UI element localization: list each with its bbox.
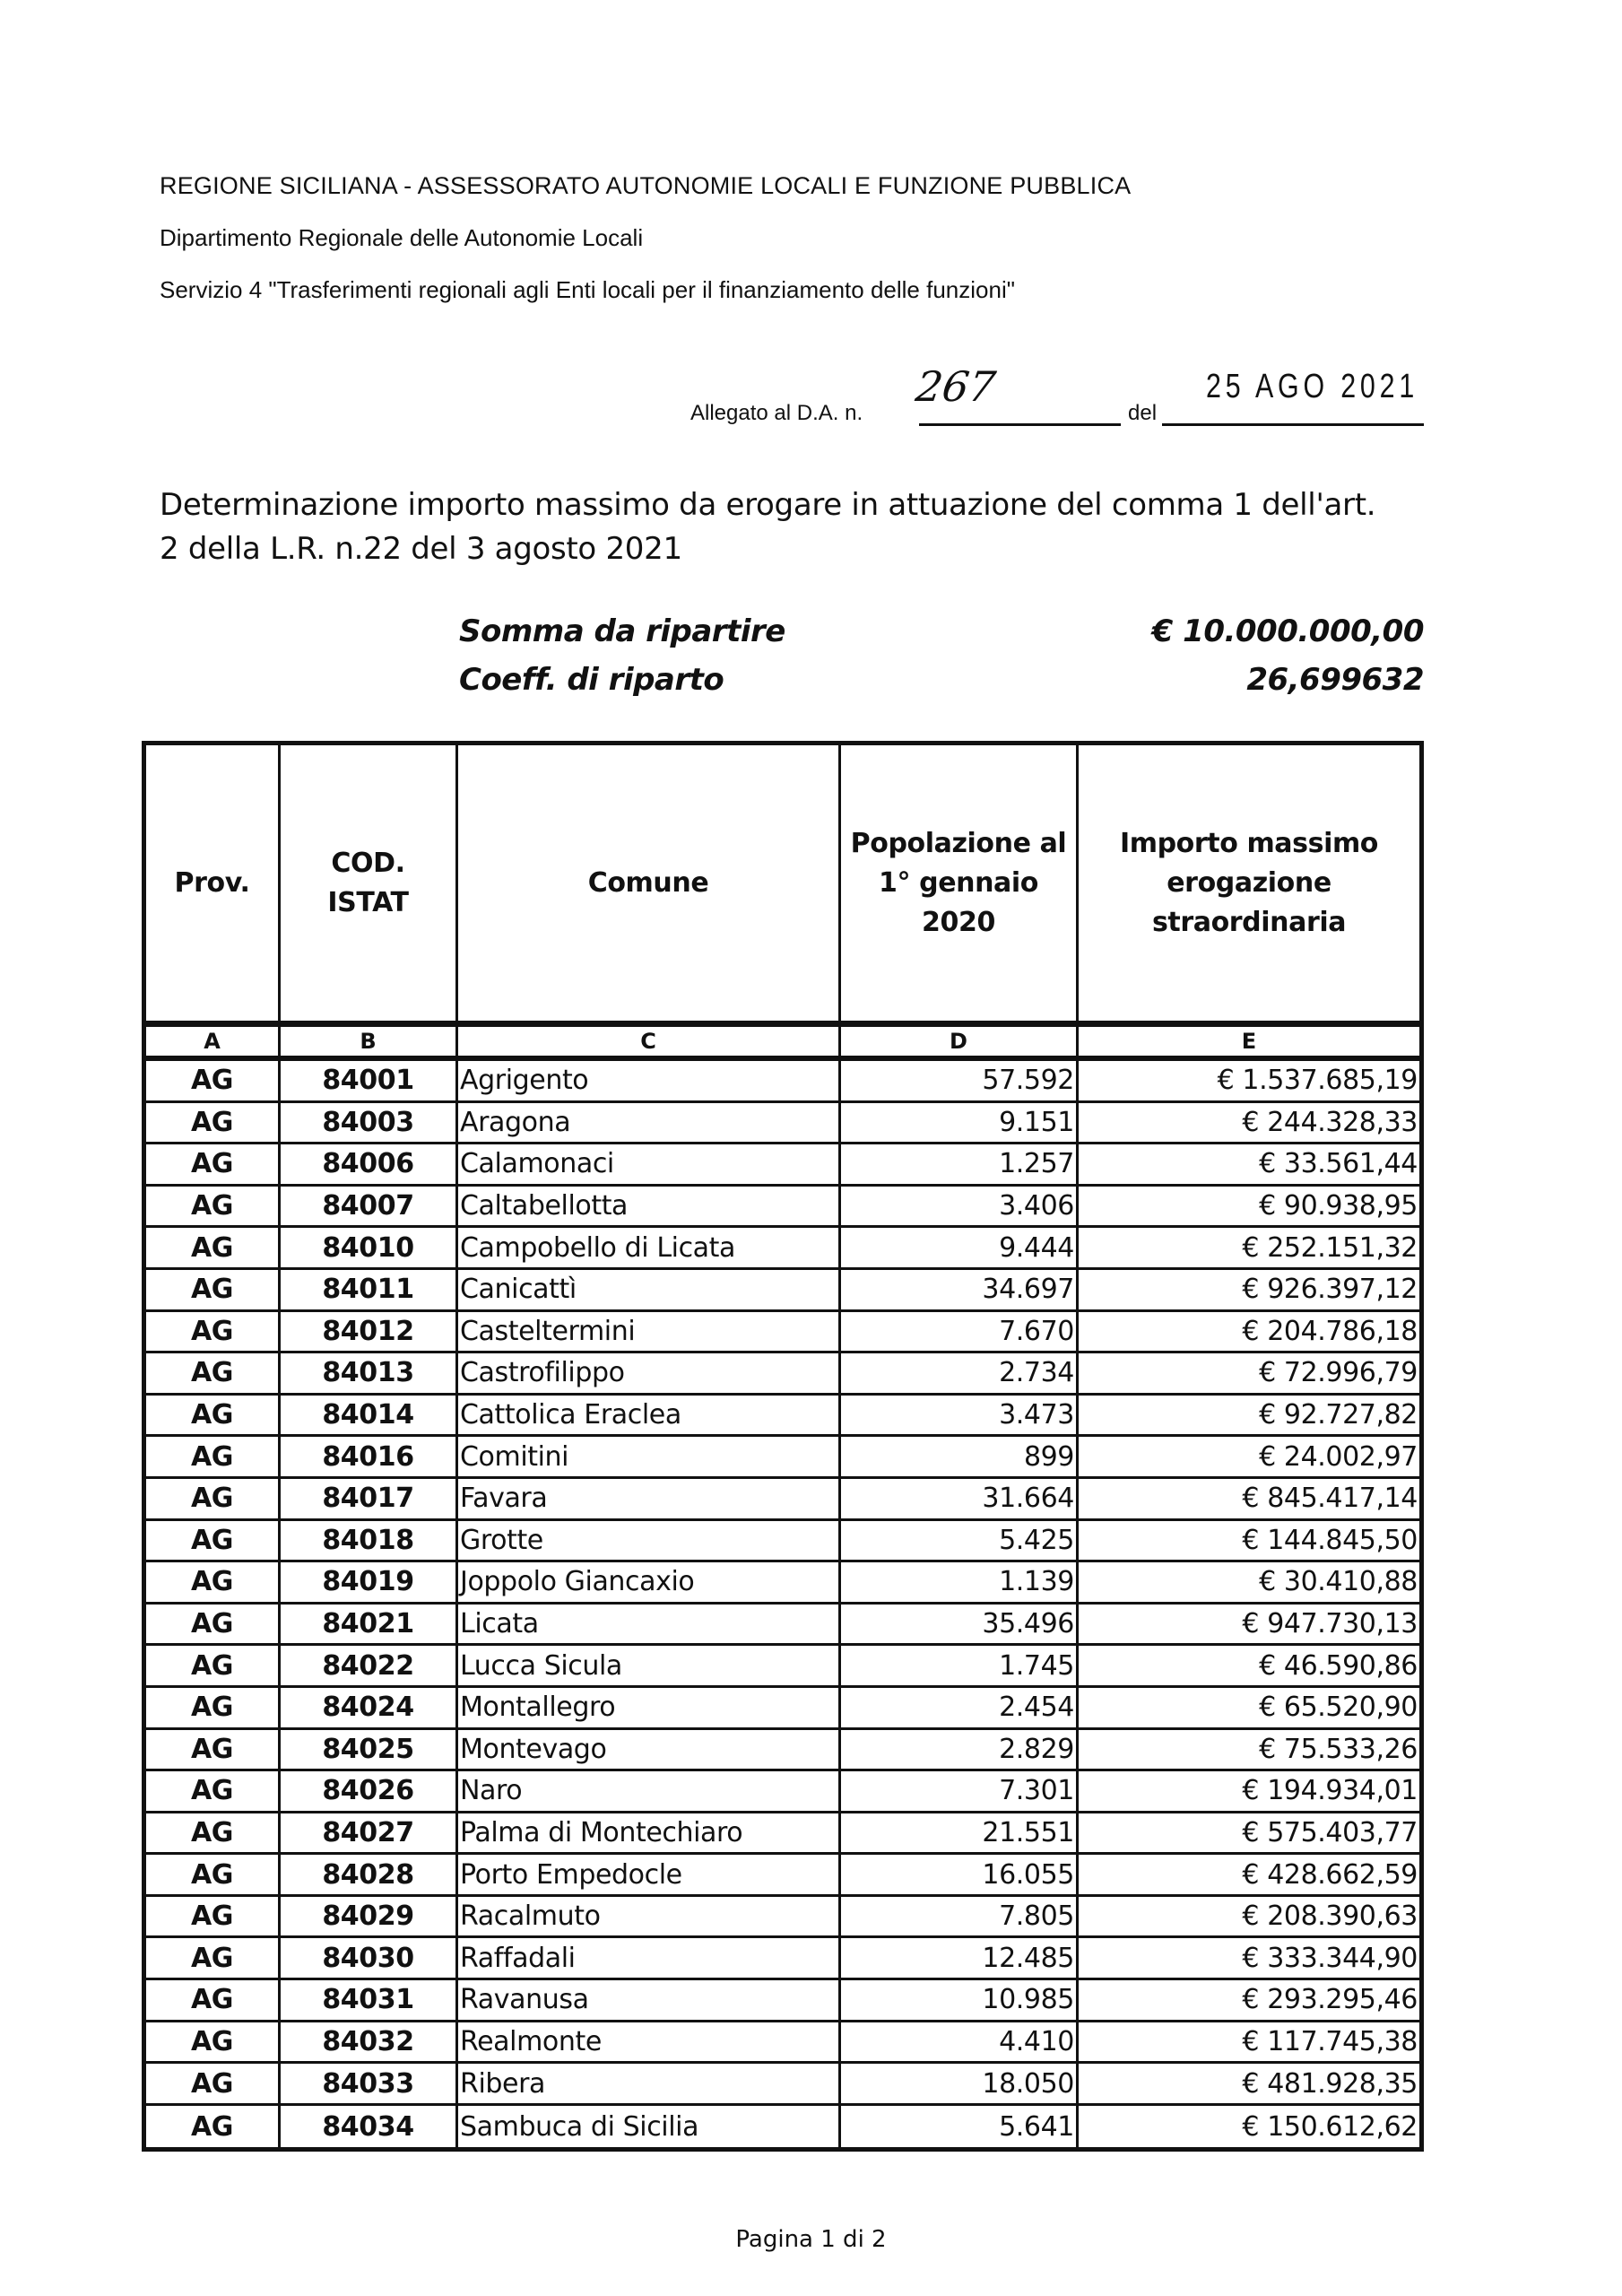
cell-prov: AG xyxy=(146,1688,281,1727)
cell-popolazione: 5.425 xyxy=(841,1521,1079,1561)
cell-importo: € 926.397,12 xyxy=(1242,1274,1418,1306)
cell-comune: Realmonte xyxy=(458,2022,841,2062)
cell-cod-istat: 84030 xyxy=(281,1938,458,1978)
cell-comune: Castrofilippo xyxy=(458,1353,841,1393)
cell-importo: € 24.002,97 xyxy=(1259,1440,1418,1473)
cell-cod-istat: 84011 xyxy=(281,1270,458,1309)
cell-prov: AG xyxy=(146,1144,281,1184)
somma-label: Somma da ripartire xyxy=(459,613,785,649)
header-service: Servizio 4 "Trasferimenti regionali agli Enti locali per il finanziamento delle funzioni" xyxy=(160,276,1015,303)
page-number: Pagina 1 di 2 xyxy=(735,2226,887,2253)
cell-cod-istat: 84001 xyxy=(281,1061,458,1100)
cell-importo: € 252.151,32 xyxy=(1242,1231,1418,1264)
cell-comune: Casteltermini xyxy=(458,1312,841,1352)
cell-cod-istat: 84031 xyxy=(281,1980,458,2020)
allegato-del-label: del xyxy=(1128,401,1158,425)
table-row xyxy=(146,1103,1419,1145)
cell-popolazione: 2.829 xyxy=(841,1730,1079,1770)
cell-popolazione: 34.697 xyxy=(841,1270,1079,1309)
cell-comune: Favara xyxy=(458,1479,841,1518)
cell-popolazione: 35.496 xyxy=(841,1605,1079,1644)
cell-popolazione: 12.485 xyxy=(841,1938,1079,1978)
cell-prov: AG xyxy=(146,1897,281,1936)
cell-importo: € 65.520,90 xyxy=(1259,1692,1418,1724)
column-letter-c: C xyxy=(458,1027,841,1056)
cell-popolazione: 7.670 xyxy=(841,1312,1079,1352)
table-row xyxy=(146,2064,1419,2106)
cell-comune: Porto Empedocle xyxy=(458,1855,841,1894)
table-row xyxy=(146,1730,1419,1772)
table-row xyxy=(146,1187,1419,1229)
cell-comune: Palma di Montechiaro xyxy=(458,1813,841,1853)
cell-importo: € 90.938,95 xyxy=(1259,1190,1418,1222)
cell-popolazione: 1.139 xyxy=(841,1562,1079,1602)
cell-popolazione: 7.805 xyxy=(841,1897,1079,1936)
cell-prov: AG xyxy=(146,1646,281,1685)
table-row xyxy=(146,1605,1419,1647)
cell-prov: AG xyxy=(146,1562,281,1602)
cell-importo: € 244.328,33 xyxy=(1242,1106,1418,1138)
cell-prov: AG xyxy=(146,1228,281,1267)
cell-importo: € 30.410,88 xyxy=(1259,1566,1418,1598)
table-row xyxy=(146,1437,1419,1479)
cell-cod-istat: 84003 xyxy=(281,1103,458,1143)
cell-popolazione: 7.301 xyxy=(841,1771,1079,1811)
cell-comune: Campobello di Licata xyxy=(458,1228,841,1267)
cell-prov: AG xyxy=(146,1521,281,1561)
cell-importo: € 150.612,62 xyxy=(1242,2110,1418,2143)
cell-comune: Licata xyxy=(458,1605,841,1644)
cell-prov: AG xyxy=(146,1938,281,1978)
cell-comune: Ribera xyxy=(458,2064,841,2103)
cell-importo: € 947.730,13 xyxy=(1242,1608,1418,1640)
cell-comune: Comitini xyxy=(458,1437,841,1476)
cell-cod-istat: 84016 xyxy=(281,1437,458,1476)
cell-cod-istat: 84012 xyxy=(281,1312,458,1352)
cell-cod-istat: 84022 xyxy=(281,1646,458,1685)
cell-importo: € 92.727,82 xyxy=(1259,1399,1418,1431)
cell-prov: AG xyxy=(146,1813,281,1853)
column-letter-a: A xyxy=(146,1027,281,1056)
table-body xyxy=(146,1061,1419,2147)
cell-popolazione: 31.664 xyxy=(841,1479,1079,1518)
cell-prov: AG xyxy=(146,1980,281,2020)
header-region-title: REGIONE SICILIANA - ASSESSORATO AUTONOMIE LOCALI E FUNZIONE PUBBLICA xyxy=(160,172,1132,199)
cell-cod-istat: 84014 xyxy=(281,1396,458,1435)
table-row xyxy=(146,1855,1419,1897)
cell-comune: Raffadali xyxy=(458,1938,841,1978)
table-row xyxy=(146,1312,1419,1354)
cell-popolazione: 3.473 xyxy=(841,1396,1079,1435)
cell-cod-istat: 84026 xyxy=(281,1771,458,1811)
table-row xyxy=(146,1228,1419,1270)
table-row xyxy=(146,1270,1419,1312)
cell-prov: AG xyxy=(146,1771,281,1811)
table-row xyxy=(146,1646,1419,1688)
cell-comune: Grotte xyxy=(458,1521,841,1561)
cell-popolazione: 2.734 xyxy=(841,1353,1079,1393)
table-row xyxy=(146,1688,1419,1730)
cell-popolazione: 21.551 xyxy=(841,1813,1079,1853)
cell-comune: Montallegro xyxy=(458,1688,841,1727)
cell-importo: € 428.662,59 xyxy=(1242,1858,1418,1891)
cell-importo: € 481.928,35 xyxy=(1242,2067,1418,2100)
table-row xyxy=(146,1521,1419,1563)
cell-comune: Ravanusa xyxy=(458,1980,841,2020)
cell-cod-istat: 84017 xyxy=(281,1479,458,1518)
cell-importo: € 333.344,90 xyxy=(1242,1942,1418,1974)
cell-importo: € 33.561,44 xyxy=(1259,1148,1418,1180)
header-comune: Comune xyxy=(458,745,841,1021)
cell-prov: AG xyxy=(146,2064,281,2103)
cell-prov: AG xyxy=(146,1396,281,1435)
cell-comune: Joppolo Giancaxio xyxy=(458,1562,841,1602)
table-row xyxy=(146,2106,1419,2148)
cell-popolazione: 16.055 xyxy=(841,1855,1079,1894)
cell-comune: Aragona xyxy=(458,1103,841,1143)
coefficient-value: 26,699632 xyxy=(1246,662,1424,698)
cell-prov: AG xyxy=(146,1855,281,1894)
cell-importo: € 117.745,38 xyxy=(1242,2025,1418,2057)
cell-comune: Lucca Sicula xyxy=(458,1646,841,1685)
table-row xyxy=(146,2022,1419,2065)
coefficient-label: Coeff. di riparto xyxy=(459,662,724,698)
cell-importo: € 208.390,63 xyxy=(1242,1900,1418,1933)
cell-popolazione: 9.444 xyxy=(841,1228,1079,1267)
cell-importo: € 72.996,79 xyxy=(1259,1357,1418,1389)
cell-popolazione: 9.151 xyxy=(841,1103,1079,1143)
table-header-row xyxy=(146,745,1419,1027)
allegato-date-stamp: 25 AGO 2021 xyxy=(1206,368,1419,405)
cell-cod-istat: 84027 xyxy=(281,1813,458,1853)
cell-prov: AG xyxy=(146,1730,281,1770)
cell-cod-istat: 84032 xyxy=(281,2022,458,2062)
cell-cod-istat: 84006 xyxy=(281,1144,458,1184)
cell-importo: € 75.533,26 xyxy=(1259,1733,1418,1765)
table-row xyxy=(146,1396,1419,1438)
cell-popolazione: 3.406 xyxy=(841,1187,1079,1226)
cell-importo: € 1.537.685,19 xyxy=(1217,1065,1418,1097)
cell-prov: AG xyxy=(146,1103,281,1143)
cell-prov: AG xyxy=(146,1353,281,1393)
cell-importo: € 845.417,14 xyxy=(1242,1483,1418,1515)
allocation-table xyxy=(142,741,1424,2152)
cell-cod-istat: 84021 xyxy=(281,1605,458,1644)
cell-prov: AG xyxy=(146,1479,281,1518)
cell-comune: Agrigento xyxy=(458,1061,841,1100)
cell-popolazione: 57.592 xyxy=(841,1061,1079,1100)
cell-prov: AG xyxy=(146,1605,281,1644)
cell-prov: AG xyxy=(146,2022,281,2062)
document-title-line2: 2 della L.R. n.22 del 3 agosto 2021 xyxy=(160,531,682,567)
cell-cod-istat: 84018 xyxy=(281,1521,458,1561)
allegato-number-handwritten: 267 xyxy=(913,362,999,411)
cell-cod-istat: 84007 xyxy=(281,1187,458,1226)
cell-popolazione: 1.257 xyxy=(841,1144,1079,1184)
cell-importo: € 194.934,01 xyxy=(1242,1775,1418,1807)
cell-popolazione: 10.985 xyxy=(841,1980,1079,2020)
cell-cod-istat: 84033 xyxy=(281,2064,458,2103)
table-row xyxy=(146,1897,1419,1939)
cell-cod-istat: 84028 xyxy=(281,1855,458,1894)
document-title-line1: Determinazione importo massimo da erogare in attuazione del comma 1 dell'art. xyxy=(160,487,1376,523)
cell-cod-istat: 84013 xyxy=(281,1353,458,1393)
allegato-number-underline xyxy=(919,423,1121,426)
table-row xyxy=(146,1144,1419,1187)
cell-prov: AG xyxy=(146,1187,281,1226)
cell-comune: Cattolica Eraclea xyxy=(458,1396,841,1435)
cell-cod-istat: 84019 xyxy=(281,1562,458,1602)
table-row xyxy=(146,1771,1419,1813)
header-popolazione: Popolazione al 1° gennaio 2020 xyxy=(841,745,1079,1021)
cell-prov: AG xyxy=(146,2106,281,2148)
cell-comune: Montevago xyxy=(458,1730,841,1770)
cell-comune: Calamonaci xyxy=(458,1144,841,1184)
somma-value: € 10.000.000,00 xyxy=(1151,613,1424,649)
cell-cod-istat: 84024 xyxy=(281,1688,458,1727)
cell-comune: Racalmuto xyxy=(458,1897,841,1936)
table-row xyxy=(146,1061,1419,1103)
table-row xyxy=(146,1353,1419,1396)
table-row xyxy=(146,1938,1419,1980)
column-letter-row xyxy=(146,1027,1419,1061)
allegato-label: Allegato al D.A. n. xyxy=(690,401,863,425)
cell-popolazione: 5.641 xyxy=(841,2106,1079,2148)
cell-comune: Sambuca di Sicilia xyxy=(458,2106,841,2148)
cell-prov: AG xyxy=(146,1437,281,1476)
column-letter-d: D xyxy=(841,1027,1079,1056)
cell-popolazione: 1.745 xyxy=(841,1646,1079,1685)
table-row xyxy=(146,1562,1419,1605)
allegato-date-underline xyxy=(1162,423,1424,426)
header-department: Dipartimento Regionale delle Autonomie Locali xyxy=(160,224,644,251)
cell-prov: AG xyxy=(146,1270,281,1309)
cell-comune: Canicattì xyxy=(458,1270,841,1309)
cell-popolazione: 4.410 xyxy=(841,2022,1079,2062)
header-cod-istat xyxy=(281,745,458,1021)
cell-importo: € 575.403,77 xyxy=(1242,1816,1418,1848)
table-row xyxy=(146,1813,1419,1856)
header-cod-istat-text: COD. ISTAT xyxy=(327,847,409,918)
cell-popolazione: 899 xyxy=(841,1437,1079,1476)
cell-cod-istat: 84025 xyxy=(281,1730,458,1770)
column-letter-e: E xyxy=(1241,1029,1257,1054)
table-row xyxy=(146,1980,1419,2022)
cell-cod-istat: 84010 xyxy=(281,1228,458,1267)
cell-comune: Naro xyxy=(458,1771,841,1811)
cell-comune: Caltabellotta xyxy=(458,1187,841,1226)
cell-popolazione: 2.454 xyxy=(841,1688,1079,1727)
cell-importo: € 204.786,18 xyxy=(1242,1315,1418,1347)
header-prov: Prov. xyxy=(146,745,281,1021)
cell-cod-istat: 84034 xyxy=(281,2106,458,2148)
cell-cod-istat: 84029 xyxy=(281,1897,458,1936)
cell-prov: AG xyxy=(146,1312,281,1352)
cell-popolazione: 18.050 xyxy=(841,2064,1079,2103)
table-row xyxy=(146,1479,1419,1521)
cell-importo: € 144.845,50 xyxy=(1242,1524,1418,1556)
column-letter-b: B xyxy=(281,1027,458,1056)
cell-importo: € 46.590,86 xyxy=(1259,1649,1418,1682)
cell-prov: AG xyxy=(146,1061,281,1100)
cell-importo: € 293.295,46 xyxy=(1242,1984,1418,2016)
header-importo: Importo massimo erogazione straordinaria xyxy=(1119,827,1379,938)
